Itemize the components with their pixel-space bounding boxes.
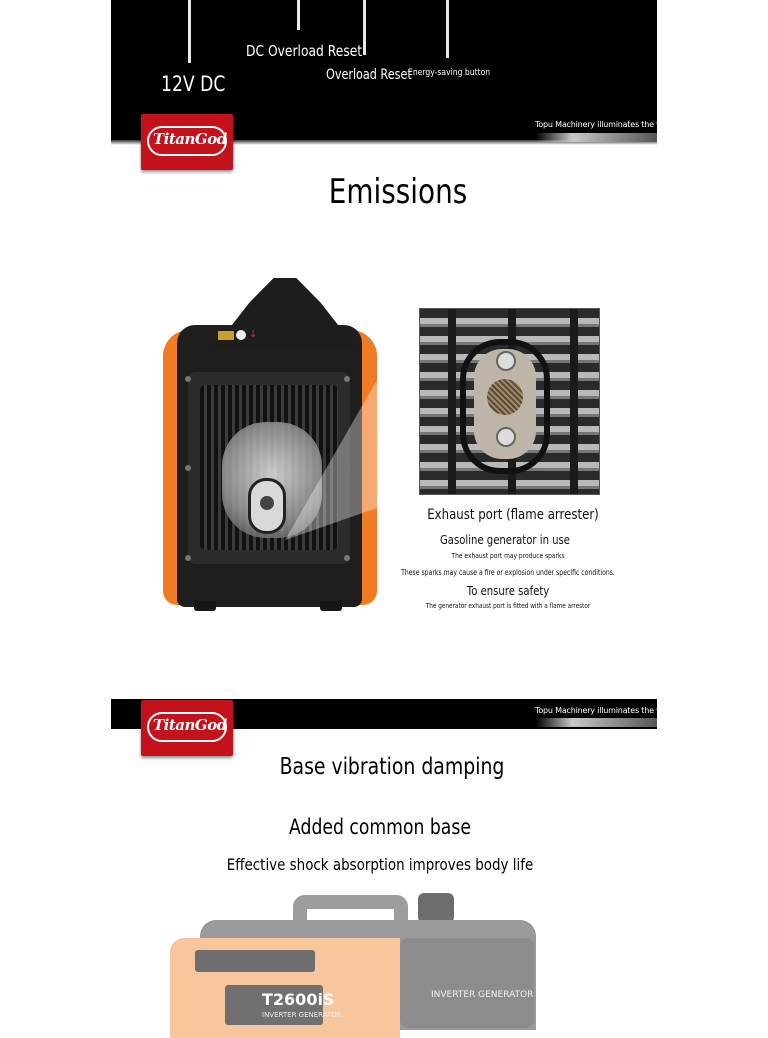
slogan-text: Topu Machinery illuminates the world (535, 120, 678, 129)
sparks-text: The exhaust port may produce sparks (451, 552, 565, 560)
bolt-icon (185, 555, 191, 561)
slogan-fade-bar (536, 133, 657, 142)
generator-top-hood (214, 278, 356, 348)
bolt-icon (185, 376, 191, 382)
warning-icon (236, 330, 246, 340)
fire-warning-text: These sparks may cause a fire or explosion under specific conditions. (401, 568, 615, 577)
generator-foot (320, 601, 342, 611)
added-base-title: Added common base (289, 815, 471, 839)
brand-logo (141, 114, 233, 170)
bolt-icon (185, 465, 191, 471)
control-strip (195, 950, 315, 972)
generator-side-panel (400, 938, 534, 1028)
screw-icon (496, 427, 516, 447)
brand-logo (141, 700, 233, 756)
emissions-heading: Emissions (328, 172, 468, 212)
generator-foot (194, 601, 216, 611)
exhaust-closeup-image (419, 308, 600, 495)
exhaust-port-title: Exhaust port (flame arrester) (427, 507, 599, 523)
base-vibration-heading: Base vibration damping (279, 754, 505, 780)
slogan-fade-bar (536, 718, 657, 727)
ensure-safety-title: To ensure safety (466, 584, 550, 598)
callout-line-12v (188, 0, 191, 63)
twelve-v-dc-label: 12V DC (161, 72, 226, 96)
inverter-label: INVERTER GENERATOR (431, 990, 534, 1000)
callout-line-overload (363, 0, 366, 55)
callout-line-energy (446, 0, 449, 58)
warning-label (218, 331, 234, 340)
callout-line-dc-reset (297, 0, 300, 30)
energy-saving-label: Energy-saving button (408, 68, 491, 78)
arrow-down-icon: ↓ (249, 329, 258, 340)
fuel-cap (418, 893, 454, 923)
grille-bar (570, 309, 578, 494)
exhaust-hole (260, 496, 274, 510)
grille-bar (448, 309, 456, 494)
logo-text: TitanGod (153, 130, 227, 148)
shock-absorption-text: Effective shock absorption improves body life (226, 855, 534, 874)
screw-icon (496, 351, 516, 371)
gasoline-in-use-title: Gasoline generator in use (439, 533, 571, 547)
bolt-icon (344, 555, 350, 561)
overload-reset-label: Overload Reset (326, 67, 412, 83)
bolt-icon (344, 376, 350, 382)
dc-overload-reset-label: DC Overload Reset (246, 42, 363, 60)
flame-arrester-mesh (487, 379, 523, 415)
model-sub-label: INVERTER GENERATOR (262, 1011, 342, 1019)
logo-text: TitanGod (153, 716, 227, 734)
flame-arrestor-text: The generator exhaust port is fitted with a flame arrestor (425, 602, 591, 610)
bolt-icon (344, 465, 350, 471)
slogan-text: Topu Machinery illuminates the world (535, 706, 678, 715)
model-label: T2600iS (262, 990, 335, 1009)
